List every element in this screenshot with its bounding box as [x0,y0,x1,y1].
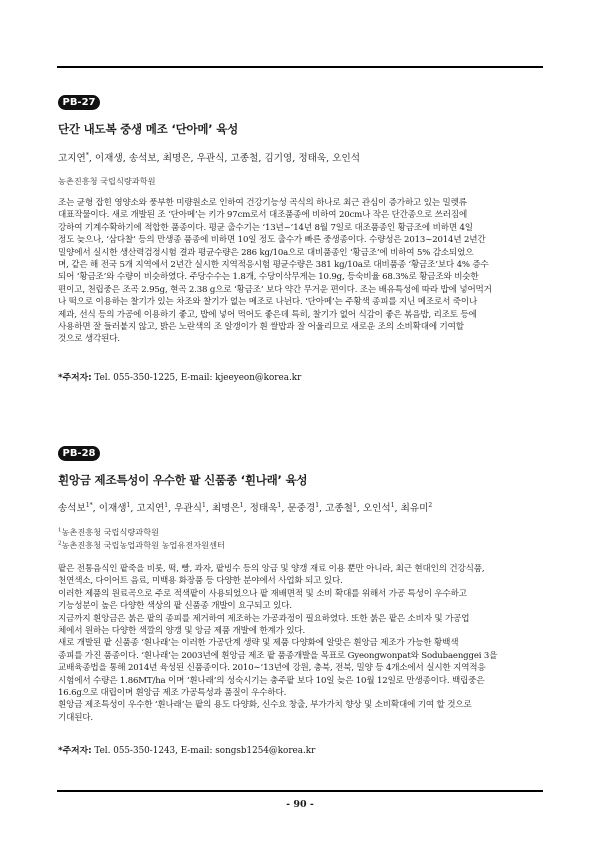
corresponding-author [58,743,315,756]
affiliation: $^2$농촌진흥청 국립농업과학원 농업유전자원센터 [58,540,225,550]
abstract-body [58,563,544,724]
corresponding-author [58,370,301,383]
author: , 문중경$^1$ [281,501,320,514]
body-line: 새로 개발된 팥 신품종 ‘흰나래’는 이러한 가공단계 생략 및 제품 다양화에 알맞은 흰앙금 제조가 가능한 황백색 [58,638,459,649]
body-line: 체에서 원하는 다양한 색깔의 양갱 및 앙금 제품 개발에 한계가 있다. [58,626,306,637]
author: , 고지연$^1$ [130,501,169,514]
abstract-tag: PB-27 [58,95,100,110]
body-line: 지금까지 흰앙금은 붉은 팥의 종피를 제거하여 제조하는 가공과정이 필요하였다. 또한 붉은 팥은 소비자 및 가공업 [58,613,470,624]
body-line: 것으로 생각된다. [58,334,120,345]
author: 고지연* [58,151,89,164]
body-line: 종피를 가진 품종이다. ‘흰나래’는 2003년에 흰앙금 제조 팥 품종개발을 목표로 Gyeongwonpat와 Sodubaenggei 3을 [58,650,498,661]
abstract-body [58,197,544,346]
top-rule [57,66,543,68]
author-list [58,150,360,164]
author: , 우관식$^1$ [168,501,206,514]
body-line: 흰앙금 제조특성이 우수한 ‘흰나래’는 팥의 용도 다양화, 신수요 창출, 부가가치 향상 및 소비확대에 기여 할 것으로 [58,700,472,711]
abstract-title: 단간 내도복 중생 메조 ‘단아메’ 육성 [58,122,239,136]
author: 송석보$^{1*}$ [58,501,93,514]
body-line: 이러한 제품의 원료곡으로 주로 적색팥이 사용되었으나 팥 재배면적 및 소비 확대를 위해서 가공 특성이 우수하고 [58,588,467,599]
body-line: 강하여 기계수확하기에 적합한 품종이다. 평균 출수기는 ‘13년~’14년 8월 7일로 대조품종인 황금조에 비하면 4일 [58,222,473,233]
affiliation: $^1$농촌진흥청 국립식량과학원 [58,527,160,537]
body-line: 교배육종법을 통해 2014년 육성된 신품종이다. 2010∼’13년에 강원, 충북, 전북, 밀양 등 4개소에서 실시한 지역적응 [58,663,486,674]
body-line: 며, 같은 해 전국 5개 지역에서 2년간 실시한 지역적응시험 평균수량은 381 kg/10a로 대비품종 ‘황금조’보다 4% 증수 [58,260,489,271]
abstract-tag: PB-28 [58,446,100,461]
body-line: 나 떡으로 이용하는 찰기가 있는 차조와 찰기가 없는 메조로 나뉜다. ‘단아메’는 주황색 종피를 지닌 메조로서 죽이나 [58,297,478,308]
body-line: 시험에서 수량은 1.86MT/ha 이며 ‘흰나래’의 성숙시기는 충주팥 보다 10일 늦은 10월 12일로 만생종이다. 백립중은 [58,675,485,686]
contact-info: Tel. 055-350-1225, E-mail: kjeeyeon@korea.kr [94,373,302,383]
body-line: 대표작물이다. 새로 개발된 조 ‘단아메’는 키가 97cm로서 대조품종에 비하여 20cm나 작은 단간종으로 쓰러짐에 [58,210,468,221]
body-line: 밀양에서 실시한 생산력검정시험 결과 평균수량은 286 kg/10a으로 대비품종인 ‘황금조’에 비하여 5% 감소되었으 [58,247,474,258]
bottom-rule [57,790,543,792]
body-line: 제과, 선식 등의 가공에 이용하기 좋고, 밥에 넣어 먹어도 좋은데 특히, 찰기가 없어 식감이 좋은 볶음밥, 리조토 등에 [58,309,477,320]
body-line: 기대된다. [58,712,93,723]
author: , 이재생, 송석보, 최명은, 우관식, 고종철, 김기영, 정태욱, 오인석 [88,153,361,164]
body-line: 조는 균형 잡힌 영양소와 풍부한 미량원소로 인하여 건강기능성 곡식의 하나로 최근 관심이 증가하고 있는 밀렛류 [58,198,467,208]
author: , 오인석$^1$ [356,501,395,514]
body-line: 기능성분이 높은 다양한 색상의 팥 신품종 개발이 요구되고 있다. [58,601,292,612]
body-line: 사용하면 잘 들러붙지 않고, 밝은 노란색의 조 알갱이가 흰 쌀밥과 잘 어울리므로 새로운 조의 소비확대에 기여할 [58,322,464,333]
affiliation: 농촌진흥청 국립식량과학원 [58,176,156,186]
body-line: 16.6g으로 대립이며 흰앙금 제조 가공특성과 품질이 우수하다. [58,688,287,699]
author-list [58,500,432,514]
body-line: 편이고, 천립중은 조곡 2.95g, 현곡 2.38 g으로 ‘황금조’ 보다 약간 무거운 편이다. 조는 배유특성에 따라 밥에 넣어먹거 [58,284,492,295]
body-line: 팥은 전통음식인 팥죽을 비롯, 떡, 빵, 과자, 팥빙수 등의 앙금 및 양갱 재료 이용 뿐만 아니라, 최근 현대인의 건강식품, [58,564,485,574]
contact-info: Tel. 055-350-1243, E-mail: songsb1254@korea.kr [94,746,316,756]
author: , 정태욱$^1$ [243,501,282,514]
page-number: - 90 - [286,799,314,810]
contact-label: *주저자: [58,373,92,383]
author: , 고종철$^1$ [319,501,357,514]
author: , 이재생$^1$ [92,501,131,514]
body-line: 천연색소, 다이어트 음료, 미백용 화장품 등 다양한 분야에서 사업화 되고 있다. [58,576,343,587]
abstract-title: 흰앙금 제조특성이 우수한 팥 신품종 ‘흰나래’ 육성 [58,473,308,487]
author: , 최유미$^2$ [394,501,433,514]
contact-label: *주저자: [58,746,92,756]
body-line: 정도 늦으나, ‘삼다찰’ 등의 만생종 품종에 비하면 10일 정도 출수가 빠른 중생종이다. 수량성은 2013~2014년 2년간 [58,235,486,246]
body-line: 되어 ‘황금조’와 수량이 비슷하였다. 주당수수는 1.8개, 수당이삭무게는 10.9g, 등숙비율 68.3%로 황금조와 비슷한 [58,272,479,283]
author: , 최명은$^1$ [205,501,244,514]
